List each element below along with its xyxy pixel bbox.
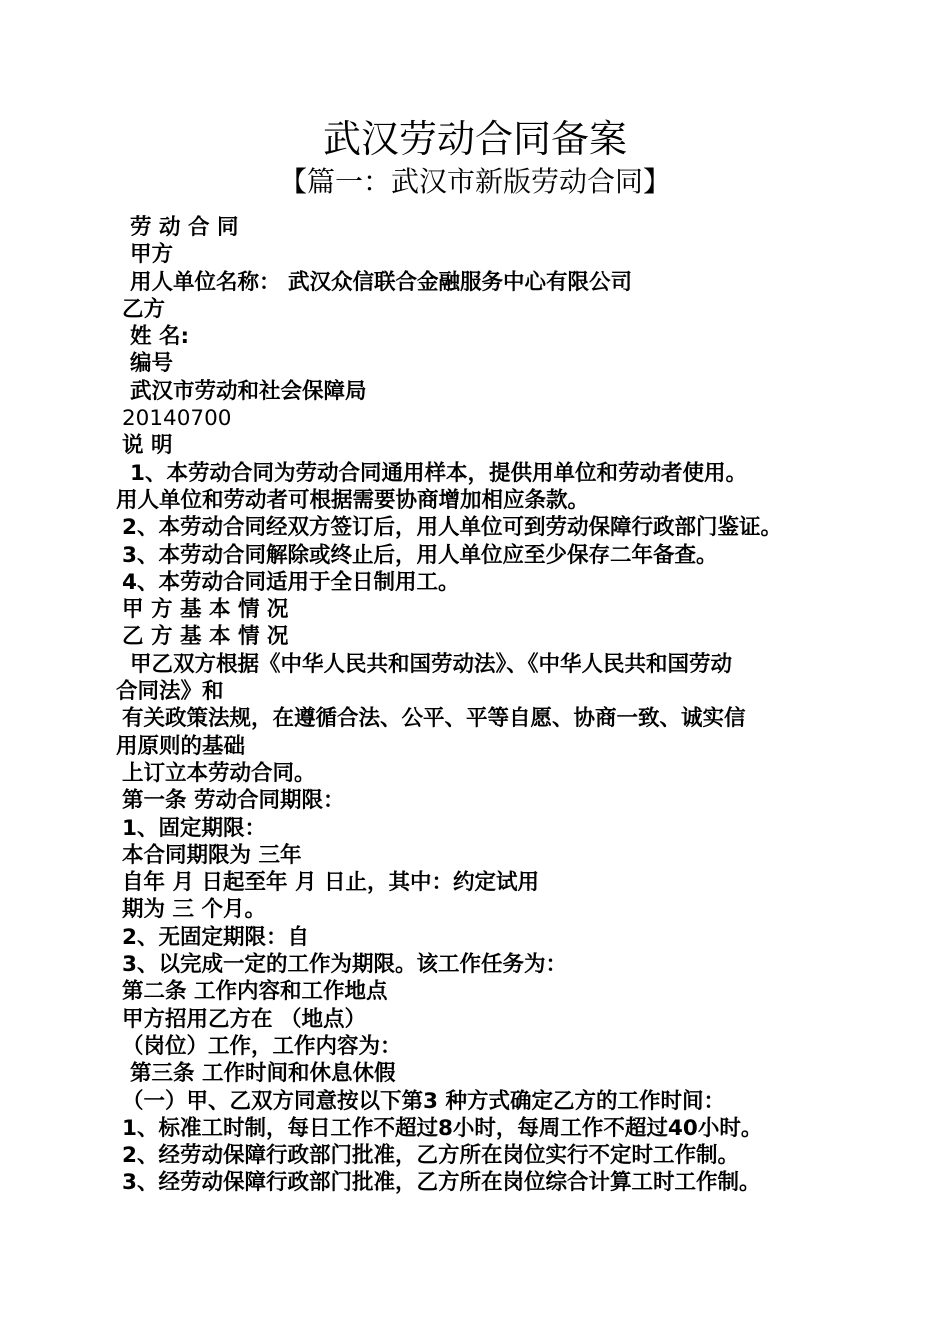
- document-line: 用人单位和劳动者可根据需要协商增加相应条款。: [116, 487, 590, 513]
- document-line: 合同法》和: [116, 679, 224, 705]
- document-line: 编号: [130, 351, 174, 377]
- document-line: 甲方: [130, 242, 174, 268]
- document-line: 上订立本劳动合同。: [122, 760, 316, 786]
- document-title: 武汉劳动合同备案: [322, 117, 627, 161]
- document-line: （一）甲、乙双方同意按以下第3 种方式确定乙方的工作时间：: [122, 1088, 725, 1114]
- document-line: 自年 月 日起至年 月 日止，其中：约定试用: [122, 870, 539, 896]
- document-line: 2、本劳动合同经双方签订后，用人单位可到劳动保障行政部门鉴证。: [122, 515, 782, 541]
- document-line: 第三条 工作时间和休息休假: [130, 1061, 396, 1087]
- document-line: 3、以完成一定的工作为期限。该工作任务为：: [122, 952, 567, 978]
- document-line: 用人单位名称： 武汉众信联合金融服务中心有限公司: [130, 269, 632, 295]
- document-body: [116, 214, 846, 1197]
- document-line: 4、本劳动合同适用于全日制用工。: [122, 569, 460, 595]
- document-line: 乙 方 基 本 情 况: [122, 624, 289, 650]
- document-line: 1、标准工时制，每日工作不超过8小时，每周工作不超过40小时。: [122, 1115, 763, 1141]
- document-line: 姓 名:: [130, 324, 190, 350]
- document-line: 第一条 劳动合同期限：: [122, 788, 345, 814]
- document-subtitle: 【篇一：武汉市新版劳动合同】: [278, 165, 671, 198]
- document-line: （岗位）工作，工作内容为：: [122, 1033, 402, 1059]
- document-line: 劳 动 合 同: [130, 215, 239, 240]
- document-line: 乙方: [122, 296, 166, 322]
- document-line: 期为 三 个月。: [122, 897, 266, 923]
- document-line: 20140700: [122, 406, 232, 432]
- document-line: 武汉市劳动和社会保障局: [130, 378, 367, 404]
- document-line: 1、本劳动合同为劳动合同通用样本，提供用单位和劳动者使用。: [130, 460, 747, 486]
- document-line: 甲 方 基 本 情 况: [122, 597, 289, 623]
- document-line: 1、固定期限：: [122, 815, 266, 841]
- document-line: 2、经劳动保障行政部门批准，乙方所在岗位实行不定时工作制。: [122, 1143, 739, 1169]
- document-line: 本合同期限为 三年: [122, 842, 302, 868]
- document-line: 说 明: [122, 433, 173, 459]
- document-line: 甲方招用乙方在 （地点）: [122, 1006, 366, 1032]
- document-line: 有关政策法规，在遵循合法、公平、平等自愿、协商一致、诚实信: [122, 706, 746, 732]
- document-line: 用原则的基础: [116, 733, 246, 759]
- document-line: 甲乙双方根据《中华人民共和国劳动法》、《中华人民共和国劳动: [130, 651, 733, 677]
- document-line: 第二条 工作内容和工作地点: [122, 979, 388, 1005]
- document-line: 3、本劳动合同解除或终止后，用人单位应至少保存二年备查。: [122, 542, 718, 568]
- document-line: 3、经劳动保障行政部门批准，乙方所在岗位综合计算工时工作制。: [122, 1170, 761, 1196]
- document-line: 2、无固定期限：自: [122, 924, 309, 950]
